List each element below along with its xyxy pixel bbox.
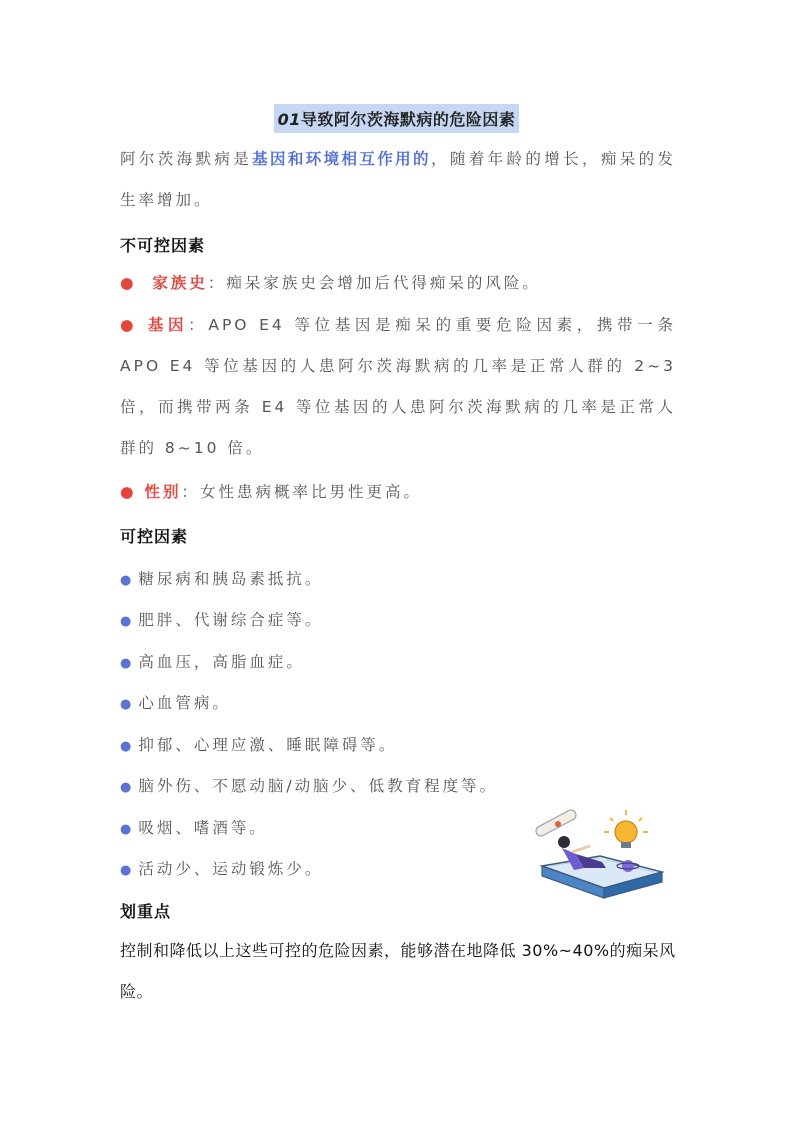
list-item	[120, 567, 323, 589]
blue-bullet-icon: ●	[120, 863, 135, 878]
item-text: ：痴呆家族史会增加后代得痴呆的风险。	[207, 274, 541, 292]
list-item-text: 抑郁、心理应激、睡眠障碍等。	[138, 736, 398, 754]
list-item	[120, 733, 397, 755]
uncontrollable-item-family	[120, 263, 676, 304]
list-item	[120, 816, 268, 838]
key-point-text: 控制和降低以上这些可控的危险因素，能够潜在地降低 30%~40%的痴呆风险。	[120, 941, 676, 1001]
list-item-text: 高血压，高脂血症。	[138, 653, 305, 671]
list-item	[120, 650, 305, 672]
list-item-text: 心血管病。	[138, 694, 231, 712]
blue-bullet-icon: ●	[120, 614, 135, 629]
list-item-text: 肥胖、代谢综合症等。	[138, 611, 324, 629]
red-bullet-icon: ●	[120, 274, 137, 292]
uncontrollable-item-gender	[120, 472, 676, 513]
title-number: 01	[277, 110, 301, 129]
blue-bullet-icon: ●	[120, 573, 135, 588]
item-label: 基因	[147, 316, 189, 334]
title-wrap	[0, 104, 793, 133]
list-item-text: 活动少、运动锻炼少。	[138, 860, 324, 878]
blue-bullet-icon: ●	[120, 739, 135, 754]
list-item	[120, 691, 231, 713]
list-item	[120, 608, 323, 630]
item-label: 性别	[144, 483, 182, 501]
reading-woman-lightbulb-illustration	[520, 798, 680, 908]
list-item-text: 糖尿病和胰岛素抵抗。	[138, 570, 324, 588]
blue-bullet-icon: ●	[120, 656, 135, 671]
title-text: 导致阿尔茨海默病的危险因素	[300, 110, 516, 129]
controllable-heading: 可控因素	[120, 527, 189, 546]
intro-highlight: 基因和环境相互作用的	[252, 150, 431, 168]
red-bullet-icon: ●	[120, 316, 139, 334]
intro-before: 阿尔茨海默病是	[120, 150, 253, 168]
red-bullet-icon: ●	[120, 483, 137, 501]
item-text: ：女性患病概率比男性更高。	[181, 483, 422, 501]
uncontrollable-item-gene	[120, 305, 676, 469]
list-item	[120, 774, 498, 796]
intro-paragraph	[120, 139, 676, 221]
page-title	[274, 104, 520, 133]
uncontrollable-heading: 不可控因素	[120, 236, 206, 255]
blue-bullet-icon: ●	[120, 697, 135, 712]
key-point-heading: 划重点	[120, 902, 172, 921]
blue-bullet-icon: ●	[120, 780, 135, 795]
list-item	[120, 857, 323, 879]
item-text: ：APO E4 等位基因是痴呆的重要危险因素，携带一条 APO E4 等位基因的人患阿尔茨海默病的几率是正常人群的 2~3 倍，而携带两条 E4 等位基因的人患阿尔茨海默病的几率是正常人群的 8~10 倍。	[120, 316, 676, 457]
item-label: 家族史	[152, 274, 208, 292]
intro-after: ，随着年龄的增长，痴呆的发生率增加。	[120, 150, 676, 209]
list-item-text: 脑外伤、不愿动脑/动脑少、低教育程度等。	[138, 777, 499, 795]
blue-bullet-icon: ●	[120, 822, 135, 837]
list-item-text: 吸烟、嗜酒等。	[138, 819, 268, 837]
